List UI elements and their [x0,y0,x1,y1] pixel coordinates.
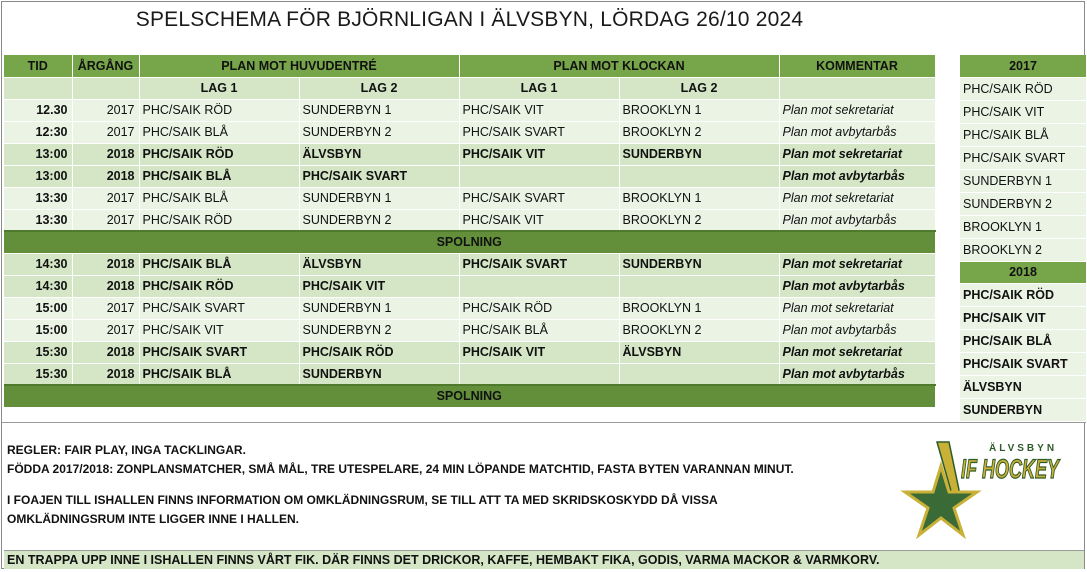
table-row [4,143,935,165]
subheader-lag1-plan2: LAG 1 [459,77,619,99]
plan1-lag2-cell: ÄLVSBYN [299,253,459,275]
table-header-row [4,55,935,77]
spolning-label: SPOLNING [4,231,935,253]
time-cell: 14:30 [4,253,72,275]
team-2018: PHC/SAIK VIT [960,307,1086,330]
plan1-lag1-cell: PHC/SAIK BLÅ [139,165,299,187]
kommentar-cell: Plan mot avbytarbås [779,275,935,297]
rules-line: REGLER: FAIR PLAY, INGA TACKLINGAR. [7,443,246,457]
plan2-lag2-cell: BROOKLYN 1 [619,99,779,121]
table-row [4,319,935,341]
subheader-lag1-plan1: LAG 1 [139,77,299,99]
argang-cell: 2017 [72,121,139,143]
plan1-lag1-cell: PHC/SAIK BLÅ [139,121,299,143]
kommentar-cell: Plan mot sekretariat [779,297,935,319]
kommentar-cell: Plan mot sekretariat [779,253,935,275]
kommentar-cell: Plan mot sekretariat [779,187,935,209]
table-row [4,275,935,297]
team-2017: PHC/SAIK BLÅ [960,124,1086,147]
team-2017: BROOKLYN 1 [960,215,1086,238]
team-2018: PHC/SAIK BLÅ [960,330,1086,353]
plan2-lag1-cell: PHC/SAIK VIT [459,209,619,231]
argang-cell: 2018 [72,341,139,363]
team-2017-row [960,238,1086,261]
plan2-lag1-cell [459,165,619,187]
argang-cell: 2017 [72,99,139,121]
team-2018: PHC/SAIK SVART [960,353,1086,376]
time-cell: 15:30 [4,341,72,363]
group-header-2017: 2017 [960,55,1086,78]
argang-cell: 2017 [72,187,139,209]
plan1-lag1-cell: PHC/SAIK BLÅ [139,253,299,275]
rules-line: FÖDDA 2017/2018: ZONPLANSMATCHER, SMÅ MÅL, TRE UTESPELARE, 24 MIN LÖPANDE MATCHTID, FASTA BYTEN VARANNAN MINUT. [7,461,794,476]
spolning-row [4,231,935,253]
subheader-lag2-plan1: LAG 2 [299,77,459,99]
group-header-2018-row [960,261,1086,284]
team-2017: PHC/SAIK VIT [960,101,1086,124]
argang-cell: 2018 [72,363,139,385]
argang-cell: 2018 [72,253,139,275]
team-2017-row [960,101,1086,124]
team-2017-row [960,78,1086,101]
rules-section [7,441,794,528]
header-argang: ÅRGÅNG [72,55,139,77]
group-header-2017-row [960,55,1086,78]
table-row [4,297,935,319]
kommentar-cell: Plan mot avbytarbås [779,165,935,187]
argang-cell: 2017 [72,209,139,231]
plan1-lag2-cell: SUNDERBYN 1 [299,187,459,209]
team-2018-row [960,330,1086,353]
time-cell: 12.30 [4,99,72,121]
time-cell: 14:30 [4,275,72,297]
kommentar-cell: Plan mot sekretariat [779,341,935,363]
team-2017-row [960,215,1086,238]
logo-main-text: IF HOCKEY [961,454,1061,484]
plan1-lag1-cell: PHC/SAIK VIT [139,319,299,341]
plan2-lag2-cell [619,165,779,187]
time-cell: 13:30 [4,187,72,209]
team-2017-row [960,192,1086,215]
table-row [4,363,935,385]
schedule-sheet [1,1,1085,569]
info-line: I FOAJEN TILL ISHALLEN FINNS INFORMATION OM OMKLÄDNINGSRUM, SE TILL ATT TA MED SKRIDSKOSKYDD DÅ VISSA [7,493,718,507]
plan1-lag1-cell: PHC/SAIK RÖD [139,99,299,121]
table-row [4,209,935,231]
plan1-lag2-cell: PHC/SAIK SVART [299,165,459,187]
plan1-lag1-cell: PHC/SAIK SVART [139,341,299,363]
plan1-lag2-cell: PHC/SAIK RÖD [299,341,459,363]
plan1-lag1-cell: PHC/SAIK RÖD [139,275,299,297]
plan2-lag1-cell: PHC/SAIK SVART [459,253,619,275]
plan2-lag2-cell: SUNDERBYN [619,143,779,165]
page-title: SPELSCHEMA FÖR BJÖRNLIGAN I ÄLVSBYN, LÖRDAG 26/10 2024 [135,8,804,31]
header-kommentar: KOMMENTAR [779,55,935,77]
plan2-lag1-cell: PHC/SAIK VIT [459,341,619,363]
team-list-table [960,55,1086,422]
argang-cell: 2017 [72,297,139,319]
table-row [4,187,935,209]
kommentar-cell: Plan mot avbytarbås [779,121,935,143]
plan2-lag2-cell: SUNDERBYN [619,253,779,275]
header-plan-huvudentre: PLAN MOT HUVUDENTRÉ [139,55,459,77]
time-cell: 12:30 [4,121,72,143]
divider [2,422,1086,423]
plan2-lag2-cell: BROOKLYN 2 [619,319,779,341]
plan1-lag2-cell: SUNDERBYN 1 [299,99,459,121]
argang-cell: 2017 [72,319,139,341]
plan1-lag1-cell: PHC/SAIK RÖD [139,209,299,231]
plan2-lag2-cell: ÄLVSBYN [619,341,779,363]
spolning-label: SPOLNING [4,385,935,407]
plan2-lag1-cell: PHC/SAIK VIT [459,143,619,165]
plan2-lag2-cell [619,275,779,297]
plan2-lag1-cell [459,275,619,297]
table-subheader-row [4,77,935,99]
table-row [4,165,935,187]
plan2-lag1-cell: PHC/SAIK SVART [459,187,619,209]
kommentar-cell: Plan mot avbytarbås [779,319,935,341]
schedule-table [4,55,936,408]
team-2018-row [960,375,1086,398]
plan1-lag1-cell: PHC/SAIK BLÅ [139,363,299,385]
argang-cell: 2018 [72,143,139,165]
team-2017: SUNDERBYN 2 [960,192,1086,215]
kommentar-cell: Plan mot avbytarbås [779,209,935,231]
team-2017-row [960,124,1086,147]
plan1-lag2-cell: SUNDERBYN 2 [299,121,459,143]
plan2-lag2-cell: BROOKLYN 1 [619,297,779,319]
team-2018-row [960,284,1086,307]
footer-cafe-info: EN TRAPPA UPP INNE I ISHALLEN FINNS VÅRT FIK. DÄR FINNS DET DRICKOR, KAFFE, HEMBAKT FIKA, GODIS, VARMA MACKOR & VARMKORV. [4,550,1084,569]
plan2-lag1-cell: PHC/SAIK BLÅ [459,319,619,341]
table-row [4,253,935,275]
logo-top-text: ÄLVSBYN [989,443,1058,454]
table-row [4,341,935,363]
plan2-lag1-cell: PHC/SAIK RÖD [459,297,619,319]
plan1-lag2-cell: PHC/SAIK VIT [299,275,459,297]
time-cell: 13:00 [4,143,72,165]
plan1-lag1-cell: PHC/SAIK SVART [139,297,299,319]
info-line: OMKLÄDNINGSRUM INTE LIGGER INNE I HALLEN. [7,511,299,526]
team-2017-row [960,147,1086,170]
alvsbyn-if-hockey-logo [897,438,1062,543]
time-cell: 15:00 [4,319,72,341]
team-2017: BROOKLYN 2 [960,238,1086,261]
plan1-lag2-cell: ÄLVSBYN [299,143,459,165]
kommentar-cell: Plan mot avbytarbås [779,363,935,385]
argang-cell: 2018 [72,165,139,187]
time-cell: 15:30 [4,363,72,385]
team-2018-row [960,398,1086,421]
team-2018: PHC/SAIK RÖD [960,284,1086,307]
argang-cell: 2018 [72,275,139,297]
table-row [4,121,935,143]
plan2-lag2-cell: BROOKLYN 1 [619,187,779,209]
plan1-lag1-cell: PHC/SAIK RÖD [139,143,299,165]
plan2-lag2-cell: BROOKLYN 2 [619,209,779,231]
header-plan-klockan: PLAN MOT KLOCKAN [459,55,779,77]
team-2017: PHC/SAIK SVART [960,147,1086,170]
plan2-lag2-cell: BROOKLYN 2 [619,121,779,143]
subheader-lag2-plan2: LAG 2 [619,77,779,99]
plan1-lag1-cell: PHC/SAIK BLÅ [139,187,299,209]
time-cell: 13:00 [4,165,72,187]
team-2018-row [960,353,1086,376]
team-2018: SUNDERBYN [960,398,1086,421]
spolning-row [4,385,935,407]
team-2017-row [960,169,1086,192]
time-cell: 13:30 [4,209,72,231]
team-2018: ÄLVSBYN [960,375,1086,398]
plan1-lag2-cell: SUNDERBYN 1 [299,297,459,319]
plan1-lag2-cell: SUNDERBYN 2 [299,209,459,231]
plan1-lag2-cell: SUNDERBYN 2 [299,319,459,341]
table-row [4,99,935,121]
team-2018-row [960,307,1086,330]
kommentar-cell: Plan mot sekretariat [779,99,935,121]
group-header-2018: 2018 [960,261,1086,284]
kommentar-cell: Plan mot sekretariat [779,143,935,165]
team-2017: SUNDERBYN 1 [960,169,1086,192]
plan2-lag1-cell: PHC/SAIK SVART [459,121,619,143]
plan2-lag2-cell [619,363,779,385]
plan2-lag1-cell: PHC/SAIK VIT [459,99,619,121]
plan2-lag1-cell [459,363,619,385]
plan1-lag2-cell: SUNDERBYN [299,363,459,385]
team-2017: PHC/SAIK RÖD [960,78,1086,101]
time-cell: 15:00 [4,297,72,319]
header-tid: TID [4,55,72,77]
